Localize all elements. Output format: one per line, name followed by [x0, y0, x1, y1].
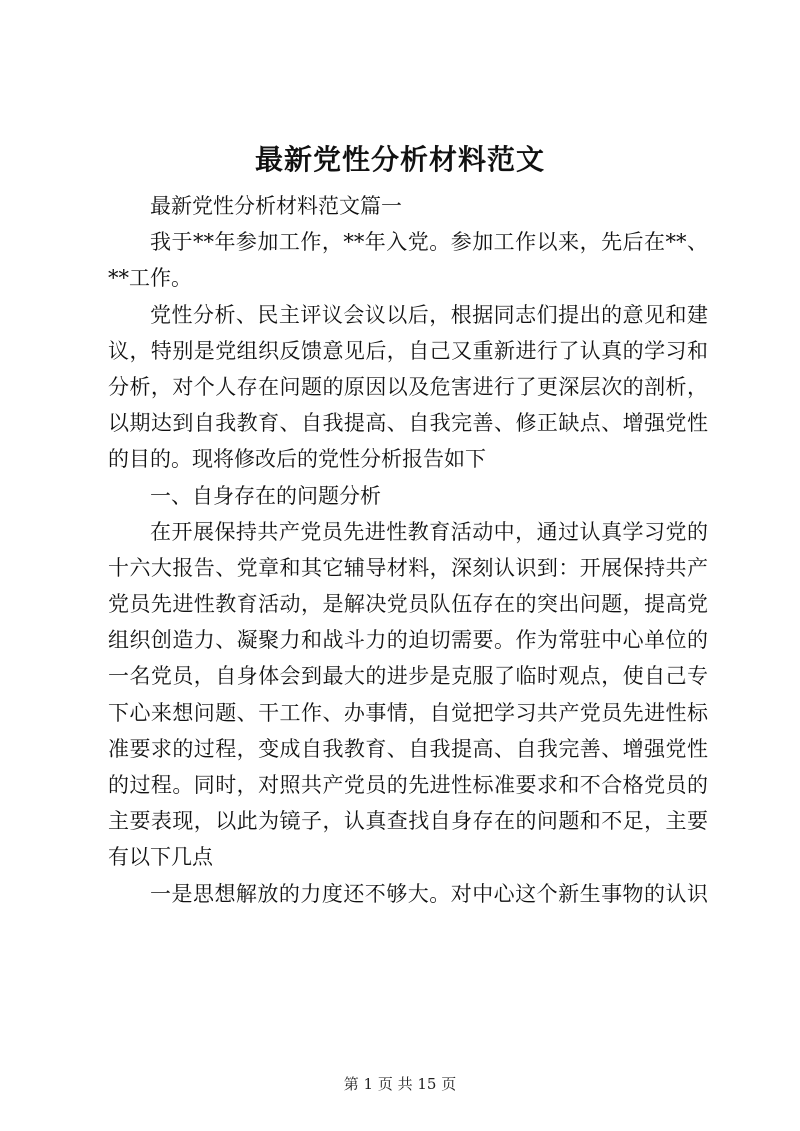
- page-title: 最新党性分析材料范文: [254, 143, 545, 176]
- paragraph-line: 一是思想解放的力度还不够大。对中心这个新生事物的认识: [150, 881, 708, 906]
- paragraph-line: 党员先进性教育活动，是解决党员队伍存在的突出问题，提高党: [108, 592, 708, 617]
- paragraph-line: 分析，对个人存在问题的原因以及危害进行了更深层次的剖析，: [108, 374, 708, 399]
- paragraph-line: 准要求的过程，变成自我教育、自我提高、自我完善、增强党性: [108, 736, 708, 761]
- paragraph-line: 的过程。同时，对照共产党员的先进性标准要求和不合格党员的: [108, 773, 708, 797]
- paragraph-line: 一名党员，自身体会到最大的进步是克服了临时观点，使自己专: [108, 664, 708, 689]
- paragraph-line: 以期达到自我教育、自我提高、自我完善、修正缺点、增强党性: [108, 411, 708, 436]
- paragraph-line: 下心来想问题、干工作、办事情，自觉把学习共产党员先进性标: [108, 700, 708, 725]
- paragraph-line: 在开展保持共产党员先进性教育活动中，通过认真学习党的: [150, 519, 708, 544]
- document-body: [108, 188, 708, 912]
- paragraph-line: 主要表现，以此为镜子，认真查找自身存在的问题和不足，主要: [108, 809, 708, 834]
- paragraph-line: 党性分析、民主评议会议以后，根据同志们提出的意见和建: [150, 302, 708, 327]
- paragraph-line: **工作。: [108, 266, 192, 291]
- paragraph-line: 我于**年参加工作，**年入党。参加工作以来，先后在**、: [150, 230, 708, 255]
- paragraph-line: 的目的。现将修改后的党性分析报告如下: [108, 447, 486, 472]
- section-heading: 最新党性分析材料范文篇一: [150, 194, 402, 218]
- section-heading: 一、自身存在的问题分析: [150, 483, 381, 508]
- paragraph-line: 十六大报告、党章和其它辅导材料，深刻认识到：开展保持共产: [108, 555, 708, 580]
- page-number-footer: 第 1 页 共 15 页: [343, 1075, 457, 1093]
- paragraph-line: 组织创造力、凝聚力和战斗力的迫切需要。作为常驻中心单位的: [108, 628, 708, 653]
- paragraph-line: 议，特别是党组织反馈意见后，自己又重新进行了认真的学习和: [108, 338, 708, 363]
- paragraph-line: 有以下几点: [108, 845, 213, 870]
